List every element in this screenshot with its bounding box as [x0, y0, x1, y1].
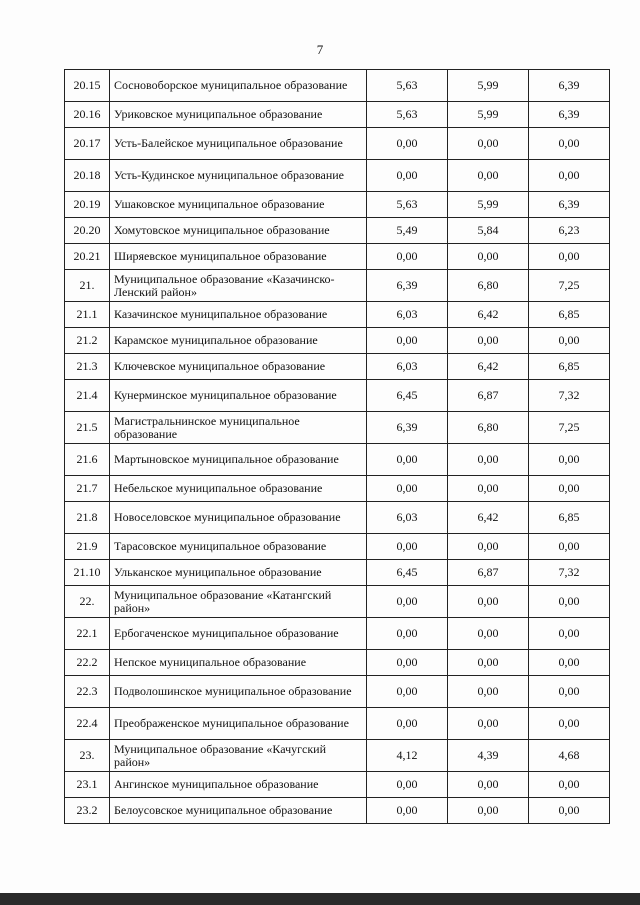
municipality-name: Непское муниципальное образование [110, 650, 367, 676]
municipality-name: Ербогаченское муниципальное образование [110, 618, 367, 650]
municipality-name: Магистральнинское муниципальное образование [110, 412, 367, 444]
municipality-name: Уриковское муниципальное образование [110, 102, 367, 128]
scan-bottom-edge [0, 893, 640, 905]
value-col-1: 4,12 [367, 740, 448, 772]
municipality-name: Усть-Кудинское муниципальное образование [110, 160, 367, 192]
row-number: 21.9 [65, 534, 110, 560]
value-col-1: 6,03 [367, 502, 448, 534]
value-col-1: 5,49 [367, 218, 448, 244]
value-col-2: 6,80 [448, 270, 529, 302]
value-col-2: 4,39 [448, 740, 529, 772]
value-col-1: 0,00 [367, 244, 448, 270]
value-col-2: 5,84 [448, 218, 529, 244]
row-number: 22.2 [65, 650, 110, 676]
value-col-1: 0,00 [367, 708, 448, 740]
table-row [65, 354, 610, 380]
table-row [65, 270, 610, 302]
value-col-2: 6,80 [448, 412, 529, 444]
value-col-2: 0,00 [448, 650, 529, 676]
value-col-3: 0,00 [529, 244, 610, 270]
row-number: 23.1 [65, 772, 110, 798]
value-col-1: 0,00 [367, 586, 448, 618]
value-col-3: 6,39 [529, 102, 610, 128]
value-col-3: 0,00 [529, 676, 610, 708]
value-col-1: 0,00 [367, 128, 448, 160]
municipality-name: Ангинское муниципальное образование [110, 772, 367, 798]
value-col-3: 0,00 [529, 772, 610, 798]
value-col-1: 6,39 [367, 412, 448, 444]
value-col-1: 0,00 [367, 650, 448, 676]
municipality-name: Ширяевское муниципальное образование [110, 244, 367, 270]
value-col-2: 5,99 [448, 192, 529, 218]
value-col-3: 4,68 [529, 740, 610, 772]
table-row [65, 328, 610, 354]
value-col-2: 0,00 [448, 586, 529, 618]
value-col-3: 0,00 [529, 476, 610, 502]
value-col-2: 0,00 [448, 244, 529, 270]
row-number: 22. [65, 586, 110, 618]
value-col-1: 0,00 [367, 772, 448, 798]
table-row [65, 740, 610, 772]
row-number: 20.21 [65, 244, 110, 270]
table-row [65, 218, 610, 244]
table-row [65, 798, 610, 824]
row-number: 20.15 [65, 70, 110, 102]
value-col-2: 0,00 [448, 534, 529, 560]
table-row [65, 128, 610, 160]
value-col-2: 0,00 [448, 444, 529, 476]
table-row [65, 618, 610, 650]
table-row [65, 444, 610, 476]
municipality-name: Хомутовское муниципальное образование [110, 218, 367, 244]
value-col-3: 0,00 [529, 128, 610, 160]
row-number: 20.16 [65, 102, 110, 128]
value-col-2: 0,00 [448, 772, 529, 798]
table-row [65, 380, 610, 412]
row-number: 20.18 [65, 160, 110, 192]
municipality-name: Новоселовское муниципальное образование [110, 502, 367, 534]
value-col-3: 0,00 [529, 798, 610, 824]
municipality-name: Преображенское муниципальное образование [110, 708, 367, 740]
value-col-3: 0,00 [529, 160, 610, 192]
municipality-name: Муниципальное образование «Катангский район» [110, 586, 367, 618]
value-col-3: 6,85 [529, 302, 610, 328]
value-col-3: 7,32 [529, 380, 610, 412]
row-number: 21.7 [65, 476, 110, 502]
value-col-2: 0,00 [448, 128, 529, 160]
municipality-name: Казачинское муниципальное образование [110, 302, 367, 328]
row-number: 21.6 [65, 444, 110, 476]
value-col-2: 0,00 [448, 160, 529, 192]
value-col-2: 0,00 [448, 798, 529, 824]
row-number: 21.10 [65, 560, 110, 586]
value-col-3: 6,85 [529, 502, 610, 534]
value-col-1: 0,00 [367, 476, 448, 502]
municipality-name: Тарасовское муниципальное образование [110, 534, 367, 560]
value-col-1: 6,03 [367, 354, 448, 380]
row-number: 22.3 [65, 676, 110, 708]
value-col-1: 5,63 [367, 102, 448, 128]
value-col-1: 0,00 [367, 160, 448, 192]
value-col-3: 7,32 [529, 560, 610, 586]
table-row [65, 560, 610, 586]
value-col-3: 0,00 [529, 650, 610, 676]
value-col-1: 0,00 [367, 328, 448, 354]
table-row [65, 586, 610, 618]
table-row [65, 650, 610, 676]
row-number: 21. [65, 270, 110, 302]
municipality-name: Ушаковское муниципальное образование [110, 192, 367, 218]
municipality-name: Карамское муниципальное образование [110, 328, 367, 354]
value-col-1: 5,63 [367, 70, 448, 102]
page-number: 7 [316, 42, 324, 57]
table-row [65, 772, 610, 798]
row-number: 21.2 [65, 328, 110, 354]
value-col-3: 0,00 [529, 618, 610, 650]
municipality-name: Белоусовское муниципальное образование [110, 798, 367, 824]
municipality-name: Ключевское муниципальное образование [110, 354, 367, 380]
table-row [65, 502, 610, 534]
row-number: 21.3 [65, 354, 110, 380]
value-col-3: 6,39 [529, 70, 610, 102]
value-col-3: 6,39 [529, 192, 610, 218]
value-col-2: 6,87 [448, 380, 529, 412]
value-col-1: 6,03 [367, 302, 448, 328]
table-row [65, 412, 610, 444]
municipality-name: Подволошинское муниципальное образование [110, 676, 367, 708]
value-col-2: 6,87 [448, 560, 529, 586]
value-col-2: 0,00 [448, 328, 529, 354]
row-number: 20.17 [65, 128, 110, 160]
value-col-2: 6,42 [448, 502, 529, 534]
value-col-1: 0,00 [367, 444, 448, 476]
row-number: 23.2 [65, 798, 110, 824]
row-number: 21.1 [65, 302, 110, 328]
table-row [65, 708, 610, 740]
municipality-name: Кунерминское муниципальное образование [110, 380, 367, 412]
value-col-3: 7,25 [529, 270, 610, 302]
municipality-name: Небельское муниципальное образование [110, 476, 367, 502]
value-col-2: 0,00 [448, 676, 529, 708]
table-row [65, 302, 610, 328]
row-number: 20.19 [65, 192, 110, 218]
value-col-1: 0,00 [367, 676, 448, 708]
value-col-3: 0,00 [529, 328, 610, 354]
municipality-name: Ульканское муниципальное образование [110, 560, 367, 586]
value-col-1: 6,45 [367, 560, 448, 586]
row-number: 21.4 [65, 380, 110, 412]
value-col-3: 0,00 [529, 444, 610, 476]
table-row [65, 676, 610, 708]
value-col-3: 0,00 [529, 534, 610, 560]
municipality-name: Муниципальное образование «Казачинско-Ленский район» [110, 270, 367, 302]
value-col-1: 6,45 [367, 380, 448, 412]
value-col-1: 0,00 [367, 798, 448, 824]
table-body [65, 70, 610, 824]
row-number: 22.1 [65, 618, 110, 650]
municipality-name: Усть-Балейское муниципальное образование [110, 128, 367, 160]
municipality-name: Мартыновское муниципальное образование [110, 444, 367, 476]
row-number: 23. [65, 740, 110, 772]
value-col-1: 0,00 [367, 534, 448, 560]
value-col-2: 0,00 [448, 618, 529, 650]
table-row [65, 70, 610, 102]
municipality-name: Муниципальное образование «Качугский район» [110, 740, 367, 772]
value-col-1: 5,63 [367, 192, 448, 218]
value-col-2: 0,00 [448, 708, 529, 740]
value-col-1: 6,39 [367, 270, 448, 302]
value-col-3: 6,23 [529, 218, 610, 244]
value-col-2: 5,99 [448, 70, 529, 102]
value-col-2: 5,99 [448, 102, 529, 128]
value-col-2: 6,42 [448, 354, 529, 380]
table-row [65, 192, 610, 218]
value-col-3: 0,00 [529, 708, 610, 740]
value-col-1: 0,00 [367, 618, 448, 650]
tariff-table [64, 69, 610, 824]
row-number: 21.8 [65, 502, 110, 534]
value-col-3: 7,25 [529, 412, 610, 444]
table-row [65, 160, 610, 192]
table-row [65, 534, 610, 560]
table-row [65, 244, 610, 270]
table-row [65, 476, 610, 502]
row-number: 22.4 [65, 708, 110, 740]
table-row [65, 102, 610, 128]
value-col-2: 6,42 [448, 302, 529, 328]
municipality-name: Сосновоборское муниципальное образование [110, 70, 367, 102]
value-col-3: 6,85 [529, 354, 610, 380]
row-number: 20.20 [65, 218, 110, 244]
value-col-2: 0,00 [448, 476, 529, 502]
row-number: 21.5 [65, 412, 110, 444]
value-col-3: 0,00 [529, 586, 610, 618]
